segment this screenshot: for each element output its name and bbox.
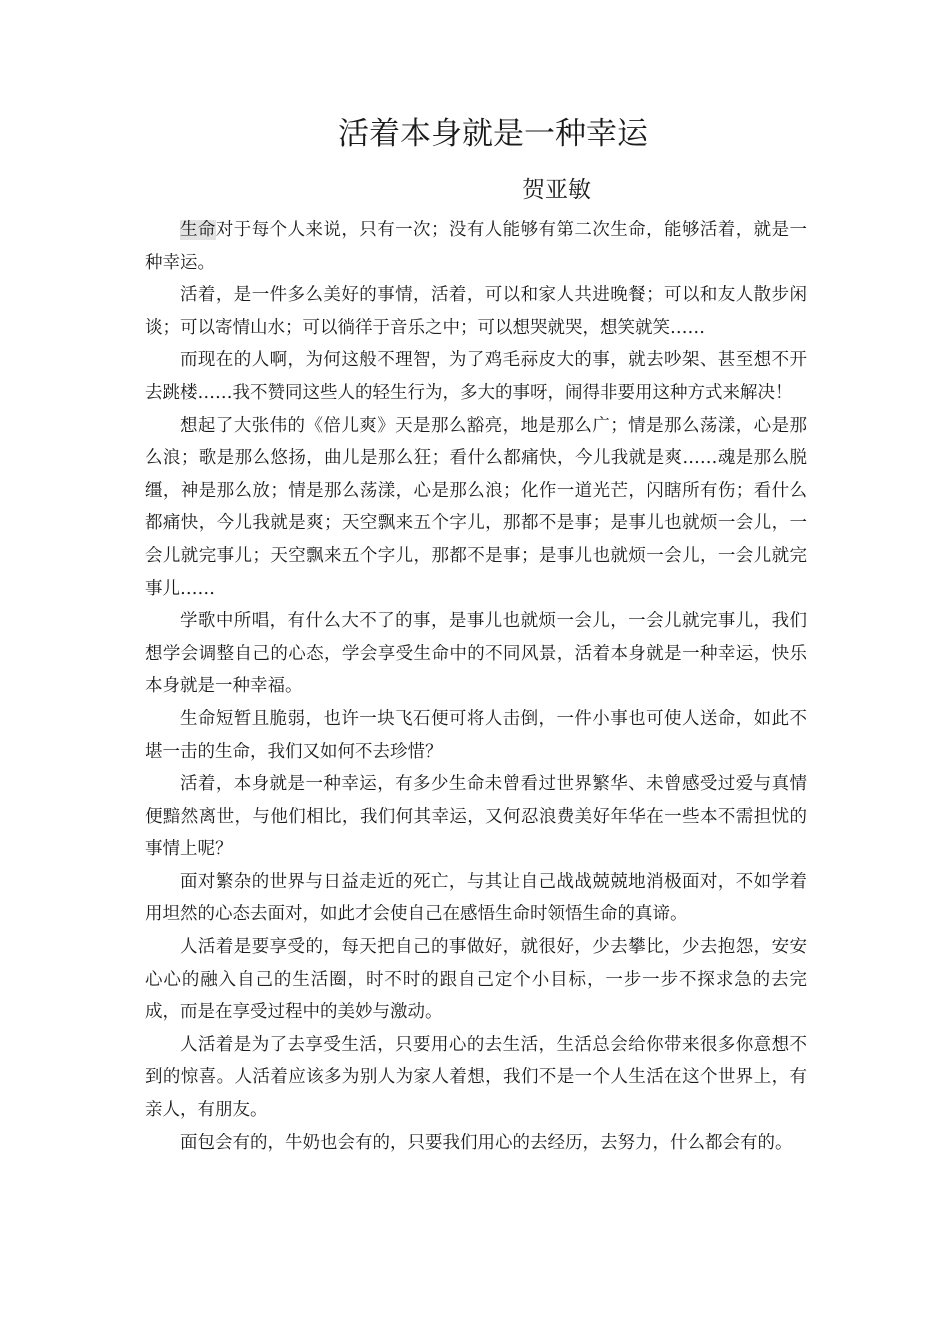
paragraph-5: 学歌中所唱，有什么大不了的事，是事儿也就烦一会儿，一会儿就完事儿，我们想学会调整自己的心态，学会享受生命中的不同风景，活着本身就是一种幸运，快乐本身就是一种幸福。	[145, 611, 807, 697]
document-title: 活着本身就是一种幸运	[338, 116, 648, 152]
paragraph-4: 想起了大张伟的《倍儿爽》天是那么豁亮，地是那么广；情是那么荡漾，心是那么浪；歌是那么悠扬，曲儿是那么狂；看什么都痛快，今儿我就是爽……魂是那么脱缰，神是那么放；情是那么荡漾，心是那么浪；化作一道光芒，闪瞎所有伤；看什么都痛快，今儿我就是爽；天空飘来五个字儿，那都不是事；是事儿也就烦一会儿，一会儿就完事儿；天空飘来五个字儿，那都不是事；是事儿也就烦一会儿，一会儿就完事儿……	[145, 415, 807, 599]
paragraph-10: 人活着是为了去享受生活，只要用心的去生活，生活总会给你带来很多你意想不到的惊喜。人活着应该多为别人为家人着想，我们不是一个人生活在这个世界上，有亲人，有朋友。	[145, 1034, 807, 1121]
paragraph-8: 面对繁杂的世界与日益走近的死亡，与其让自己战战兢兢地消极面对，不如学着用坦然的心态去面对，如此才会使自己在感悟生命时领悟生命的真谛。	[145, 871, 807, 925]
highlighted-text: 生命	[180, 220, 216, 240]
paragraph-6: 生命短暂且脆弱，也许一块飞石便可将人击倒，一件小事也可使人送命，如此不堪一击的生命，我们又如何不去珍惜？	[145, 708, 807, 762]
paragraph-1	[145, 214, 807, 279]
paragraph-9: 人活着是要享受的，每天把自己的事做好，就很好，少去攀比，少去抱怨，安安心心的融入自己的生活圈，时不时的跟自己定个小目标，一步一步不探求急的去完成，而是在享受过程中的美妙与激动。	[145, 937, 807, 1023]
paragraph-text: 对于每个人来说，只有一次；没有人能够有第二次生命，能够活着，就是一种幸运。	[145, 220, 808, 273]
paragraph-2: 活着，是一件多么美好的事情，活着，可以和家人共进晚餐；可以和友人散步闲谈；可以寄情山水；可以徜徉于音乐之中；可以想哭就哭，想笑就笑……	[145, 285, 807, 338]
document-author: 贺亚敏	[522, 177, 591, 203]
document-body	[145, 214, 807, 1159]
paragraph-7: 活着，本身就是一种幸运，有多少生命未曾看过世界繁华、未曾感受过爱与真情便黯然离世，与他们相比，我们何其幸运，又何忍浪费美好年华在一些本不需担忧的事情上呢？	[145, 774, 807, 860]
paragraph-3: 而现在的人啊，为何这般不理智，为了鸡毛祘皮大的事，就去吵架、甚至想不开去跳楼……我不赞同这些人的轻生行为，多大的事呀，闹得非要用这种方式来解决！	[145, 350, 807, 403]
paragraph-11: 面包会有的，牛奶也会有的，只要我们用心的去经历，去努力，什么都会有的。	[180, 1132, 793, 1153]
